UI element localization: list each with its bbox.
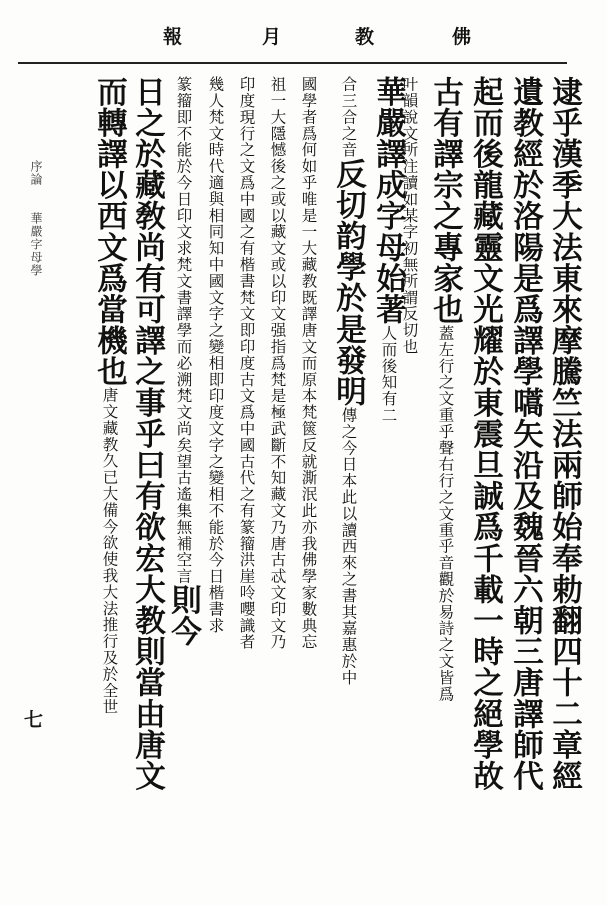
side-title-left: 序論 bbox=[29, 160, 43, 186]
text-column-9: 祖一大隱憾後之或以藏文或以印文强指爲梵是極武斷不知藏文乃唐古忒文印文乃 bbox=[268, 76, 287, 650]
header-rule bbox=[18, 62, 567, 64]
text-column-12 bbox=[165, 76, 202, 647]
side-title-gap bbox=[29, 186, 43, 212]
text-column-4-main: 古有譯宗之專家也 bbox=[427, 76, 464, 325]
text-column-6-main: 華嚴譯成字母始著 bbox=[370, 76, 407, 325]
text-column-12-main: 則今 bbox=[165, 584, 202, 647]
text-column-7-note2: 傳之今日本此以讀西來之書其嘉惠於中 bbox=[339, 406, 358, 686]
header-char-fo: 佛 bbox=[452, 26, 474, 48]
text-column-13: 日之於藏敎尚有可譯之事乎曰有欲宏大教則當由唐文 bbox=[129, 76, 166, 792]
text-column-7-note: 合三合之音 bbox=[339, 76, 358, 158]
text-column-1: 逮乎漢季大法東來摩騰竺法兩師始奉勅翻四十二章經 bbox=[546, 76, 583, 792]
text-column-6 bbox=[370, 76, 407, 424]
header-char-bao: 報 bbox=[163, 26, 185, 48]
header-char-jiao: 教 bbox=[355, 26, 377, 48]
text-column-7 bbox=[330, 76, 367, 686]
page-number: 七 bbox=[24, 709, 44, 731]
text-column-7-main: 反切韵學於是發明 bbox=[330, 158, 367, 407]
side-title-right: 華嚴字母學 bbox=[29, 212, 43, 277]
text-column-11: 幾人梵文時代適與相同知中國文字之變相即印度文字之變相不能於今日楷書求 bbox=[206, 76, 225, 634]
text-column-14-main: 而轉譯以西文爲當機也 bbox=[91, 76, 128, 387]
page-header bbox=[0, 22, 607, 56]
text-column-6-note: 人而後知有二 bbox=[379, 324, 398, 424]
side-title bbox=[30, 160, 42, 277]
text-column-10: 印度現行之文爲中國之有楷書梵文即印度古文爲中國古代之有篆籀洪崖呤嚶識者 bbox=[237, 76, 256, 650]
text-column-4 bbox=[427, 76, 464, 703]
text-column-12-note: 篆籀即不能於今日印文求梵文書譯學而必溯梵文尚矣望古遙集無補空言 bbox=[174, 76, 193, 585]
text-column-8: 國學者爲何如乎唯是一大藏教既譯唐文而原本梵篋反就澌泯此亦我佛學家數典忘 bbox=[299, 76, 318, 650]
text-column-4-note: 蓋左行之文重乎聲右行之文重乎音觀於易詩之文皆爲 bbox=[436, 324, 455, 703]
text-column-14 bbox=[91, 76, 128, 715]
text-column-5: 叶韻說文所注讀如某字初無所謂反切也 bbox=[400, 76, 419, 355]
text-column-3: 起而後龍藏靈文光耀於東震旦誠爲千載一時之絕學故 bbox=[467, 76, 504, 792]
header-char-yue: 月 bbox=[262, 26, 284, 48]
text-column-2: 遺教經於洛陽是爲譯學嚆矢沿及魏晉六朝三唐譯師代 bbox=[507, 76, 544, 792]
text-column-14-note: 唐文藏教久已大備今欲使我大法推行及於全世 bbox=[100, 387, 119, 715]
